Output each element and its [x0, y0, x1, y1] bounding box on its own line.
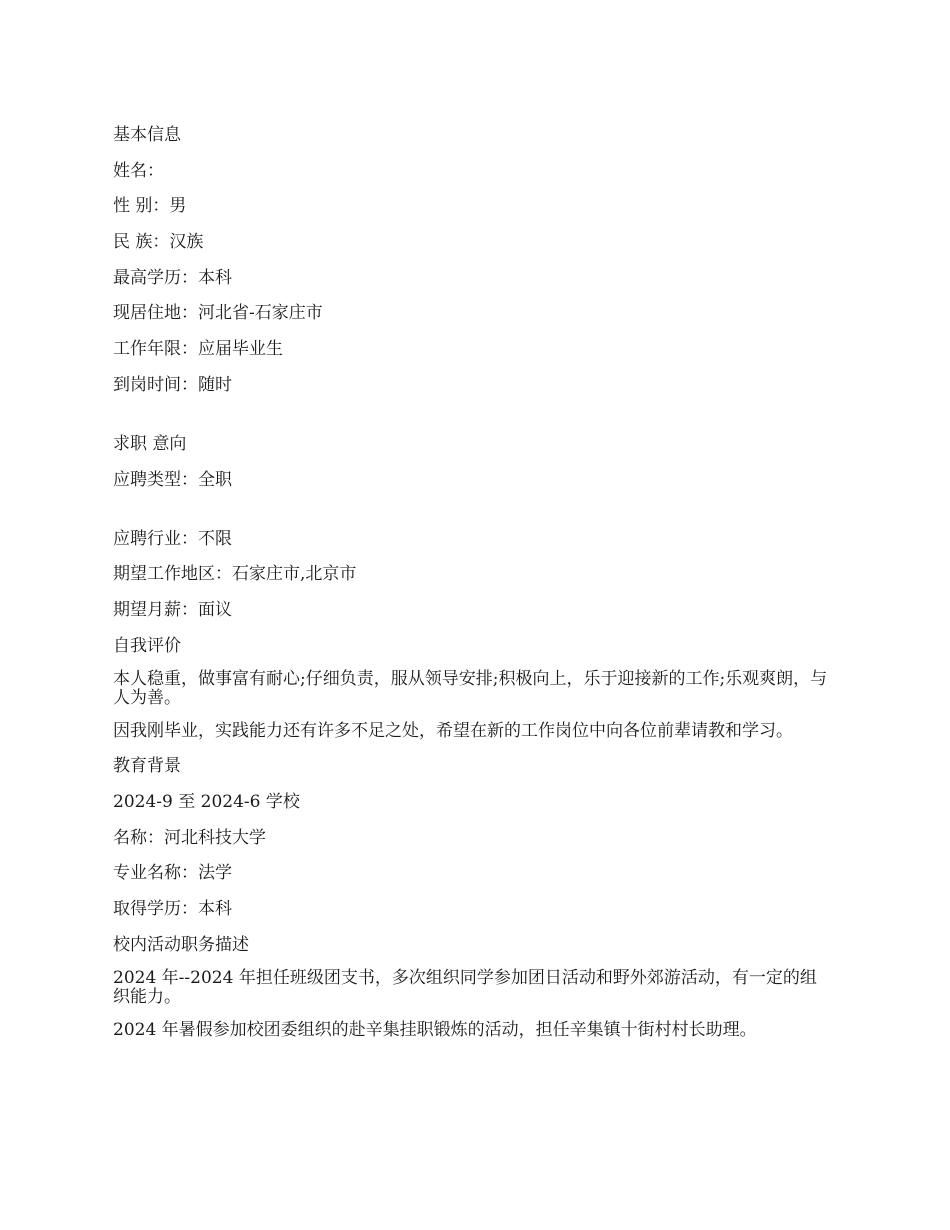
job-intention-heading: 求职 意向 [113, 433, 187, 454]
education-background-heading: 教育背景 [113, 756, 181, 777]
location-field: 期望工作地区：石家庄市,北京市 [113, 564, 357, 585]
salary-field: 期望月薪：面议 [113, 599, 232, 620]
campus-activity-paragraph: 2024 年暑假参加校团委组织的赴辛集挂职锻炼的活动，担任辛集镇十街村村长助理。 [113, 1020, 757, 1041]
school-name: 名称：河北科技大学 [113, 827, 266, 848]
self-evaluation-paragraph: 本人稳重，做事富有耐心;仔细负责，服从领导安排;积极向上，乐于迎接新的工作;乐观爽朗，与人为善。 [113, 669, 828, 709]
availability-field: 到岗时间：随时 [113, 374, 232, 395]
self-evaluation-heading: 自我评价 [113, 635, 181, 656]
self-evaluation-paragraph: 因我刚毕业，实践能力还有许多不足之处，希望在新的工作岗位中向各位前辈请教和学习。 [113, 721, 793, 742]
resume-document [113, 124, 833, 1054]
gender-field: 性 别：男 [113, 196, 187, 217]
campus-activities-heading: 校内活动职务描述 [113, 934, 249, 955]
major-name: 专业名称：法学 [113, 863, 232, 884]
degree-obtained: 取得学历：本科 [113, 899, 232, 919]
job-type-field: 应聘类型：全职 [113, 469, 232, 490]
work-years-field: 工作年限：应届毕业生 [113, 339, 283, 360]
basic-info-heading: 基本信息 [113, 125, 181, 145]
ethnicity-field: 民 族：汉族 [113, 232, 204, 253]
name-field: 姓名： [113, 160, 164, 181]
residence-field: 现居住地：河北省-石家庄市 [113, 303, 323, 324]
education-level-field: 最高学历：本科 [113, 267, 232, 288]
campus-activity-paragraph: 2024 年--2024 年担任班级团支书，多次组织同学参加团日活动和野外郊游活动，有一定的组织能力。 [113, 968, 817, 1008]
education-period: 2024-9 至 2024-6 学校 [113, 791, 300, 812]
industry-field: 应聘行业：不限 [113, 528, 232, 549]
